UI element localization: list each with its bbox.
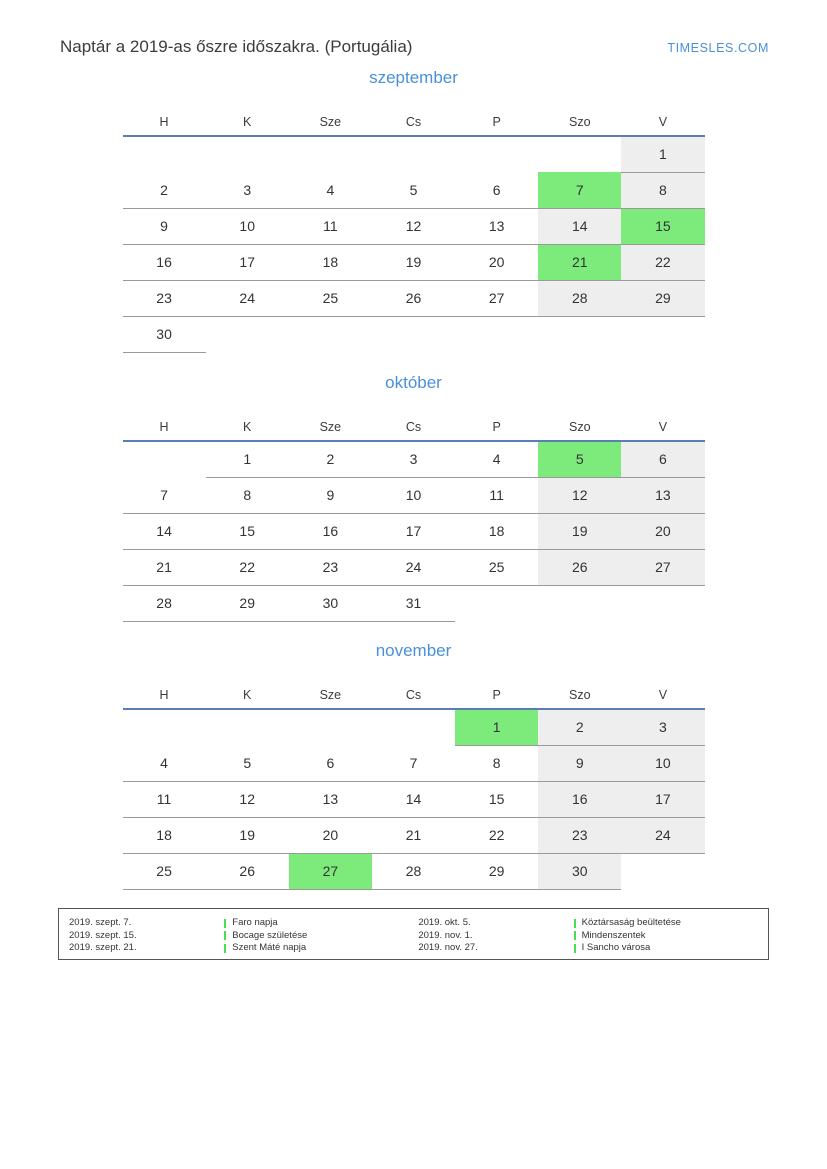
legend-color-marker <box>574 919 576 928</box>
day-cell[interactable]: 6 <box>289 745 372 781</box>
day-cell[interactable]: 9 <box>289 477 372 513</box>
day-cell[interactable]: 10 <box>621 745 704 781</box>
day-cell[interactable]: 25 <box>289 280 372 316</box>
legend-date: 2019. szept. 21. <box>69 942 137 954</box>
week-row <box>123 208 705 244</box>
day-cell[interactable]: 16 <box>538 781 621 817</box>
legend-event-name <box>574 917 758 930</box>
day-cell[interactable]: 8 <box>455 745 538 781</box>
day-cell[interactable]: 5 <box>372 172 455 208</box>
legend-event-name <box>574 930 758 943</box>
weekday-label: Cs <box>372 413 455 441</box>
week-row <box>123 136 705 172</box>
legend-dates-column-b <box>418 917 573 959</box>
day-cell[interactable]: 11 <box>455 477 538 513</box>
day-cell[interactable]: 17 <box>621 781 704 817</box>
day-cell-empty <box>206 136 289 172</box>
day-cell[interactable]: 29 <box>621 280 704 316</box>
day-cell[interactable]: 24 <box>621 817 704 853</box>
day-cell[interactable]: 11 <box>289 208 372 244</box>
week-row <box>123 549 705 585</box>
legend-color-marker <box>574 944 576 953</box>
day-cell-holiday[interactable]: 21 <box>538 244 621 280</box>
weekday-label: V <box>621 413 704 441</box>
day-cell[interactable]: 6 <box>455 172 538 208</box>
day-cell[interactable]: 7 <box>372 745 455 781</box>
brand-label: TIMESLES.COM <box>667 41 769 55</box>
day-cell[interactable]: 30 <box>123 316 206 352</box>
day-cell-empty <box>538 136 621 172</box>
day-cell-empty <box>621 316 704 352</box>
day-cell[interactable]: 30 <box>289 585 372 621</box>
week-row <box>123 781 705 817</box>
day-cell[interactable]: 1 <box>621 136 704 172</box>
day-cell[interactable]: 21 <box>372 817 455 853</box>
day-cell[interactable]: 28 <box>538 280 621 316</box>
holiday-legend <box>58 908 769 960</box>
day-cell-empty <box>372 316 455 352</box>
month-block-september <box>0 68 827 353</box>
legend-event-name <box>574 942 758 955</box>
legend-event-label: Szent Máté napja <box>232 942 307 954</box>
day-cell[interactable]: 13 <box>621 477 704 513</box>
day-cell-empty <box>455 136 538 172</box>
weekday-header-row <box>123 108 705 136</box>
day-cell[interactable]: 25 <box>455 549 538 585</box>
day-cell[interactable]: 29 <box>455 853 538 889</box>
day-cell[interactable]: 20 <box>289 817 372 853</box>
day-cell[interactable]: 12 <box>206 781 289 817</box>
day-cell-empty <box>372 136 455 172</box>
day-cell-empty <box>621 853 704 889</box>
day-cell[interactable]: 22 <box>455 817 538 853</box>
day-cell[interactable]: 5 <box>206 745 289 781</box>
day-cell[interactable]: 8 <box>621 172 704 208</box>
day-cell[interactable]: 2 <box>538 709 621 745</box>
day-cell-empty <box>289 136 372 172</box>
day-cell[interactable]: 10 <box>206 208 289 244</box>
weekday-label: H <box>123 108 206 136</box>
week-row <box>123 513 705 549</box>
week-row <box>123 172 705 208</box>
weekday-label: H <box>123 413 206 441</box>
day-cell[interactable]: 3 <box>372 441 455 477</box>
weekday-label: K <box>206 413 289 441</box>
weekday-label: K <box>206 681 289 709</box>
day-cell-empty <box>289 709 372 745</box>
day-cell[interactable]: 25 <box>123 853 206 889</box>
day-cell[interactable]: 19 <box>538 513 621 549</box>
day-cell[interactable]: 11 <box>123 781 206 817</box>
legend-names-column-b <box>574 917 758 959</box>
day-cell[interactable]: 16 <box>123 244 206 280</box>
day-cell-holiday[interactable]: 27 <box>289 853 372 889</box>
weekday-label: Szo <box>538 681 621 709</box>
legend-dates-column-a <box>69 917 224 959</box>
day-cell[interactable]: 15 <box>206 513 289 549</box>
weekday-label: P <box>455 413 538 441</box>
day-cell[interactable]: 15 <box>455 781 538 817</box>
day-cell[interactable]: 17 <box>206 244 289 280</box>
day-cell-empty <box>206 709 289 745</box>
day-cell[interactable]: 14 <box>538 208 621 244</box>
day-cell[interactable]: 28 <box>372 853 455 889</box>
day-cell[interactable]: 12 <box>372 208 455 244</box>
legend-color-marker <box>224 931 226 940</box>
page-title: Naptár a 2019-as őszre időszakra. (Portugália) <box>60 37 413 56</box>
month-grid <box>123 681 705 890</box>
weekday-label: Sze <box>289 413 372 441</box>
day-cell[interactable]: 29 <box>206 585 289 621</box>
legend-date: 2019. szept. 7. <box>69 917 132 928</box>
day-cell[interactable]: 14 <box>372 781 455 817</box>
day-cell-holiday[interactable]: 15 <box>621 208 704 244</box>
day-cell[interactable]: 3 <box>621 709 704 745</box>
weekday-label: P <box>455 681 538 709</box>
legend-event-label: Mindenszentek <box>581 929 646 941</box>
weekday-label: P <box>455 108 538 136</box>
weekday-label: K <box>206 108 289 136</box>
day-cell[interactable]: 20 <box>455 244 538 280</box>
day-cell[interactable]: 18 <box>123 817 206 853</box>
legend-date: 2019. nov. 27. <box>418 942 478 954</box>
weekday-label: Sze <box>289 108 372 136</box>
day-cell-empty <box>123 136 206 172</box>
legend-date: 2019. okt. 5. <box>418 917 471 928</box>
day-cell-empty <box>538 316 621 352</box>
month-grid <box>123 108 705 353</box>
day-cell-empty <box>123 709 206 745</box>
day-cell-holiday[interactable]: 1 <box>455 709 538 745</box>
day-cell-empty <box>455 585 538 621</box>
legend-date: 2019. szept. 15. <box>69 929 137 941</box>
day-cell[interactable]: 18 <box>289 244 372 280</box>
legend-event-label: Köztársaság beültetése <box>581 917 681 928</box>
day-cell-empty <box>123 441 206 477</box>
day-cell[interactable]: 24 <box>372 549 455 585</box>
legend-event-name <box>224 917 418 930</box>
page-header <box>0 18 827 56</box>
day-cell[interactable]: 9 <box>538 745 621 781</box>
day-cell[interactable]: 3 <box>206 172 289 208</box>
day-cell[interactable]: 20 <box>621 513 704 549</box>
day-cell[interactable]: 10 <box>372 477 455 513</box>
month-title: szeptember <box>369 68 458 87</box>
legend-color-marker <box>224 944 226 953</box>
day-cell-empty <box>455 316 538 352</box>
day-cell[interactable]: 14 <box>123 513 206 549</box>
legend-date: 2019. nov. 1. <box>418 929 473 941</box>
day-cell[interactable]: 9 <box>123 208 206 244</box>
week-row <box>123 745 705 781</box>
day-cell[interactable]: 13 <box>289 781 372 817</box>
week-row <box>123 853 705 889</box>
day-cell[interactable]: 6 <box>621 441 704 477</box>
legend-names-column-a <box>224 917 418 959</box>
legend-event-name <box>224 930 418 943</box>
day-cell[interactable]: 26 <box>538 549 621 585</box>
weekday-label: V <box>621 108 704 136</box>
week-row <box>123 244 705 280</box>
day-cell[interactable]: 26 <box>372 280 455 316</box>
weekday-header-row <box>123 681 705 709</box>
weekday-header-row <box>123 413 705 441</box>
day-cell[interactable]: 4 <box>123 745 206 781</box>
day-cell[interactable]: 22 <box>206 549 289 585</box>
weekday-label: V <box>621 681 704 709</box>
week-row <box>123 709 705 745</box>
weekday-label: Szo <box>538 413 621 441</box>
day-cell[interactable]: 4 <box>455 441 538 477</box>
weekday-label: Cs <box>372 681 455 709</box>
day-cell-holiday[interactable]: 5 <box>538 441 621 477</box>
weekday-label: Szo <box>538 108 621 136</box>
day-cell[interactable]: 13 <box>455 208 538 244</box>
week-row <box>123 280 705 316</box>
day-cell-empty <box>372 709 455 745</box>
day-cell-empty <box>289 316 372 352</box>
week-row <box>123 817 705 853</box>
day-cell[interactable]: 23 <box>538 817 621 853</box>
day-cell[interactable]: 2 <box>123 172 206 208</box>
month-title: október <box>385 373 442 392</box>
month-title: november <box>375 641 452 660</box>
day-cell[interactable]: 27 <box>455 280 538 316</box>
week-row <box>123 316 705 352</box>
month-grid <box>123 413 705 622</box>
day-cell[interactable]: 8 <box>206 477 289 513</box>
day-cell[interactable]: 31 <box>372 585 455 621</box>
day-cell[interactable]: 19 <box>372 244 455 280</box>
day-cell[interactable]: 23 <box>123 280 206 316</box>
day-cell[interactable]: 4 <box>289 172 372 208</box>
day-cell[interactable]: 23 <box>289 549 372 585</box>
weekday-label: Sze <box>289 681 372 709</box>
legend-event-label: I Sancho városa <box>581 942 651 954</box>
day-cell[interactable]: 2 <box>289 441 372 477</box>
legend-event-label: Faro napja <box>232 917 278 928</box>
legend-event-name <box>224 942 418 955</box>
day-cell[interactable]: 24 <box>206 280 289 316</box>
day-cell[interactable]: 1 <box>206 441 289 477</box>
day-cell[interactable]: 16 <box>289 513 372 549</box>
day-cell[interactable]: 19 <box>206 817 289 853</box>
legend-color-marker <box>224 919 226 928</box>
month-block-november <box>0 641 827 890</box>
week-row <box>123 585 705 621</box>
day-cell[interactable]: 26 <box>206 853 289 889</box>
day-cell[interactable]: 21 <box>123 549 206 585</box>
week-row <box>123 477 705 513</box>
day-cell[interactable]: 28 <box>123 585 206 621</box>
week-row <box>123 441 705 477</box>
day-cell[interactable]: 30 <box>538 853 621 889</box>
legend-color-marker <box>574 931 576 940</box>
day-cell-empty <box>621 585 704 621</box>
day-cell[interactable]: 27 <box>621 549 704 585</box>
legend-event-label: Bocage születése <box>232 929 308 941</box>
day-cell[interactable]: 12 <box>538 477 621 513</box>
day-cell[interactable]: 7 <box>123 477 206 513</box>
day-cell-empty <box>206 316 289 352</box>
month-block-october <box>0 373 827 622</box>
weekday-label: H <box>123 681 206 709</box>
weekday-label: Cs <box>372 108 455 136</box>
day-cell[interactable]: 22 <box>621 244 704 280</box>
day-cell-holiday[interactable]: 7 <box>538 172 621 208</box>
day-cell[interactable]: 17 <box>372 513 455 549</box>
day-cell-empty <box>538 585 621 621</box>
day-cell[interactable]: 18 <box>455 513 538 549</box>
